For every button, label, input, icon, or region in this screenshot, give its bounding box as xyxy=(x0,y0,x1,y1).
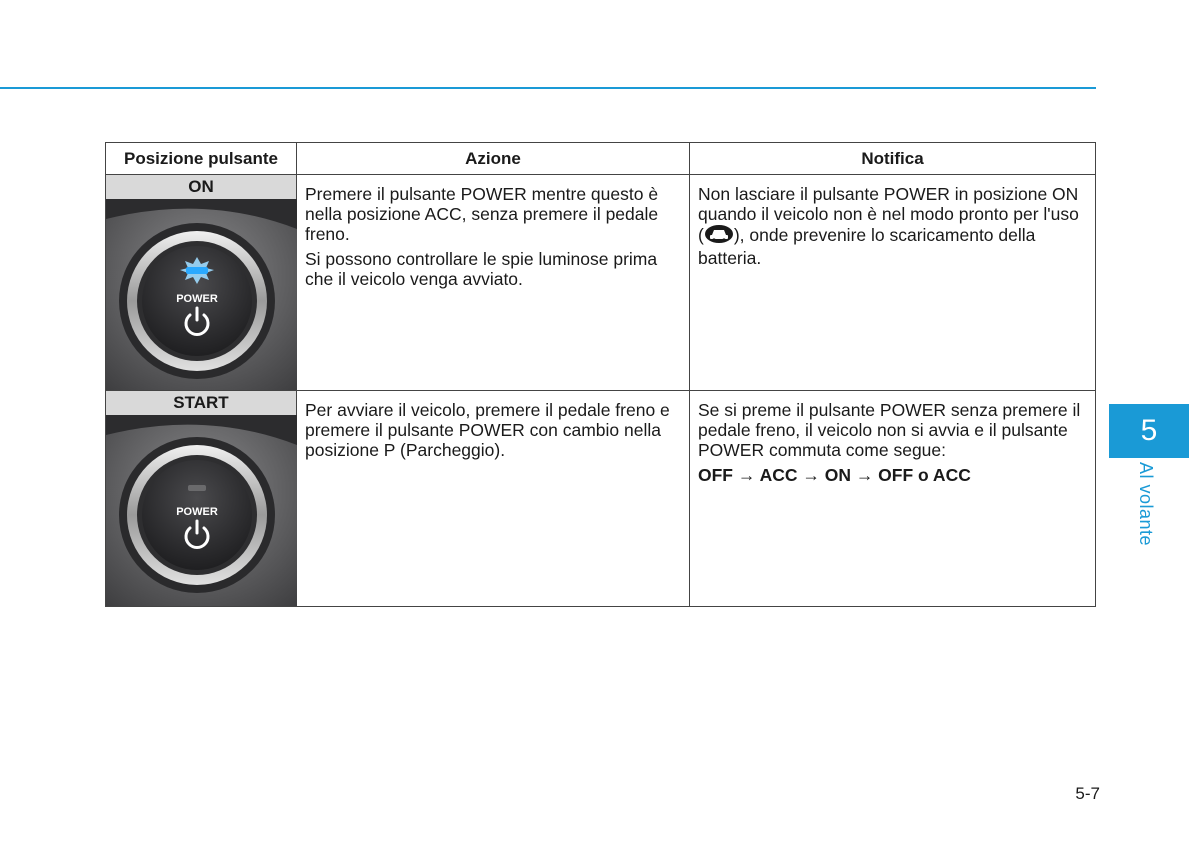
indicator-off-icon xyxy=(188,485,206,491)
action-cell-start xyxy=(297,391,690,607)
power-button-on-image xyxy=(106,199,296,390)
header-note: Notifica xyxy=(690,143,1096,175)
position-cell-on xyxy=(106,175,297,391)
table-header-row xyxy=(106,143,1096,175)
table-row xyxy=(106,175,1096,391)
action-cell-on xyxy=(297,175,690,391)
note-cell-on xyxy=(690,175,1096,391)
note-on-after: ), onde prevenire lo scaricamento della batteria. xyxy=(698,225,1036,268)
header-action: Azione xyxy=(297,143,690,175)
table-row xyxy=(106,391,1096,607)
ready-car-icon xyxy=(704,224,734,248)
note-cell-start xyxy=(690,391,1096,607)
power-label: POWER xyxy=(176,293,218,305)
power-button-table xyxy=(105,142,1096,607)
power-label: POWER xyxy=(176,506,218,518)
indicator-lit-icon xyxy=(180,257,214,284)
power-button-start-image xyxy=(106,415,296,606)
chapter-number-tab: 5 xyxy=(1109,404,1189,458)
header-position: Posizione pulsante xyxy=(106,143,297,175)
mode-sequence: OFF → ACC → ON → OFF o ACC xyxy=(698,465,971,485)
chapter-title: Al volante xyxy=(1136,462,1156,547)
top-rule xyxy=(0,87,1096,89)
action-on-p1: Premere il pulsante POWER mentre questo è nella posizione ACC, senza premere il pedale freno. xyxy=(305,184,659,244)
page-number: 5-7 xyxy=(1075,784,1100,803)
note-on-before: Non lasciare il pulsante POWER in posizione ON quando il veicolo non è nel modo pronto per l'uso ( xyxy=(698,184,1079,245)
row-label-on: ON xyxy=(106,175,296,199)
position-cell-start xyxy=(106,391,297,607)
action-on-p2: Si possono controllare le spie luminose prima che il veicolo venga avviato. xyxy=(305,249,658,289)
note-start-text: Se si preme il pulsante POWER senza premere il pedale freno, il veicolo non si avvia e il pulsante POWER commuta come segue: xyxy=(698,400,1081,460)
row-label-start: START xyxy=(106,391,296,415)
action-start-p1: Per avviare il veicolo, premere il pedale freno e premere il pulsante POWER con cambio nella posizione P (Parcheggio). xyxy=(305,400,670,460)
